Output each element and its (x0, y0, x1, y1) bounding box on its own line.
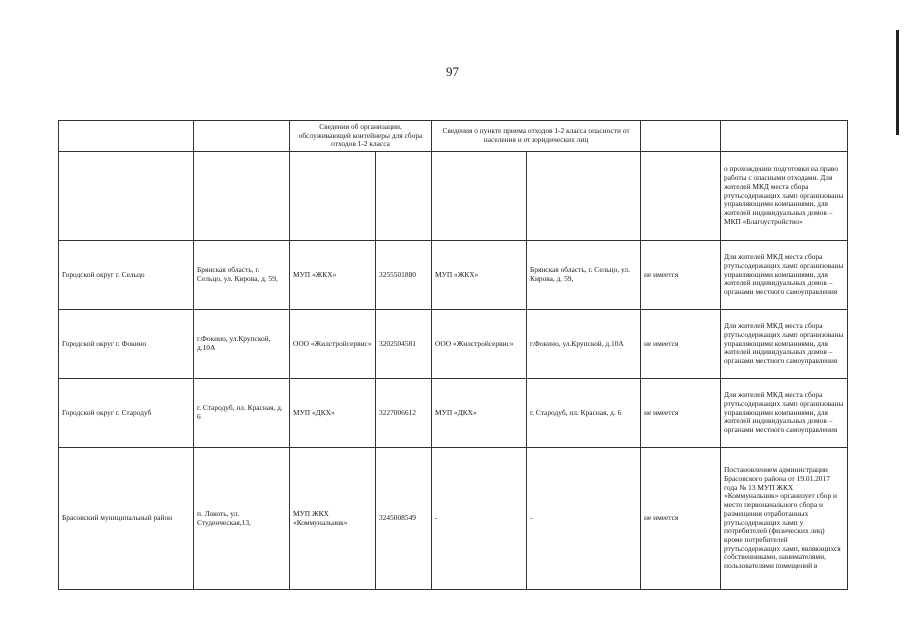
cell-district: Городской округ г. Стародуб (59, 379, 194, 448)
cell-license: не имеется (641, 241, 721, 310)
cell-org: МУП «ДКХ» (290, 379, 376, 448)
table-row (59, 310, 848, 379)
cell-district (59, 152, 194, 241)
scan-edge-mark (896, 30, 899, 135)
cell-point-address (527, 152, 641, 241)
cell-license (641, 152, 721, 241)
cell-notes: Постановлением администрации Брасовского района от 19.01.2017 года № 13 МУП ЖКХ «Коммунальник» организует сбор и место первоначального сбора и размещения отработанных ртутьсодержащих ламп у потребителей (физических лиц) кроме потребителей ртутьсодержащих ламп, являющихся собственниками, нанимателями, пользователями помещений в (721, 448, 848, 590)
cell-point-org: - (432, 448, 527, 590)
cell-point-address: - (527, 448, 641, 590)
cell-inn: 3255501880 (376, 241, 432, 310)
cell-address: п. Локоть, ул. Студенческая,13, (194, 448, 290, 590)
cell-point-address: г. Стародуб, пл. Красная, д. 6 (527, 379, 641, 448)
cell-notes: Для жителей МКД места сбора ртутьсодержащих ламп организованы управляющими компаниями, для жителей индивидуальных домов – органами местного самоуправления (721, 379, 848, 448)
header-org-group: Сведения об организации, обслуживающей контейнеры для сбора отходов 1-2 класса (290, 121, 432, 152)
table-row (59, 448, 848, 590)
cell-license: не имеется (641, 448, 721, 590)
cell-point-org: МУП «ДКХ» (432, 379, 527, 448)
cell-license: не имеется (641, 379, 721, 448)
cell-point-org: МУП «ЖКХ» (432, 241, 527, 310)
header-col-license (641, 121, 721, 152)
cell-address (194, 152, 290, 241)
cell-district: Городской округ г. Фокино (59, 310, 194, 379)
cell-address: г. Стародуб, пл. Красная, д. 6 (194, 379, 290, 448)
cell-org: МУП ЖКХ «Коммунальник» (290, 448, 376, 590)
table-header-row (59, 121, 848, 152)
cell-inn (376, 152, 432, 241)
cell-point-address: г.Фокино, ул.Крупской, д.10А (527, 310, 641, 379)
cell-notes: о прохождении подготовки на право работы с опасными отходами. Для жителей МКД места сбора ртутьсодержащих ламп организованы управляющими компаниями, для жителей индивидуальных домов – МКП «Благоустройство» (721, 152, 848, 241)
cell-notes: Для жителей МКД места сбора ртутьсодержащих ламп организованы управляющими компаниями, для жителей индивидуальных домов – органами местного самоуправления (721, 310, 848, 379)
table-row (59, 379, 848, 448)
cell-point-org (432, 152, 527, 241)
cell-notes: Для жителей МКД места сбора ртутьсодержащих ламп организованы управляющими компаниями, для жителей индивидуальных домов – органами местного самоуправления (721, 241, 848, 310)
header-col-district (59, 121, 194, 152)
cell-address: Брянская область, г. Сельцо, ул. Кирова, д. 59, (194, 241, 290, 310)
cell-point-org: ООО «Жилстройсервис» (432, 310, 527, 379)
cell-district: Городской округ г. Сельцо (59, 241, 194, 310)
cell-point-address: Брянская область, г. Сельцо, ул. Кирова, д. 59, (527, 241, 641, 310)
table-row (59, 241, 848, 310)
cell-address: г.Фокино, ул.Крупской, д.10А (194, 310, 290, 379)
cell-license: не имеется (641, 310, 721, 379)
cell-org: ООО «Жилстройсервис» (290, 310, 376, 379)
cell-inn: 3202504581 (376, 310, 432, 379)
cell-org (290, 152, 376, 241)
page-number: 97 (446, 64, 459, 79)
cell-inn: 3227006612 (376, 379, 432, 448)
header-col-address (194, 121, 290, 152)
table-row (59, 152, 848, 241)
cell-district: Брасовский муниципальный район (59, 448, 194, 590)
header-point-group: Сведения о пункте приема отходов 1-2 класса опасности от населения и от юридических лиц (432, 121, 641, 152)
cell-org: МУП «ЖКХ» (290, 241, 376, 310)
waste-collection-table (58, 120, 848, 590)
cell-inn: 3245008549 (376, 448, 432, 590)
header-col-notes (721, 121, 848, 152)
